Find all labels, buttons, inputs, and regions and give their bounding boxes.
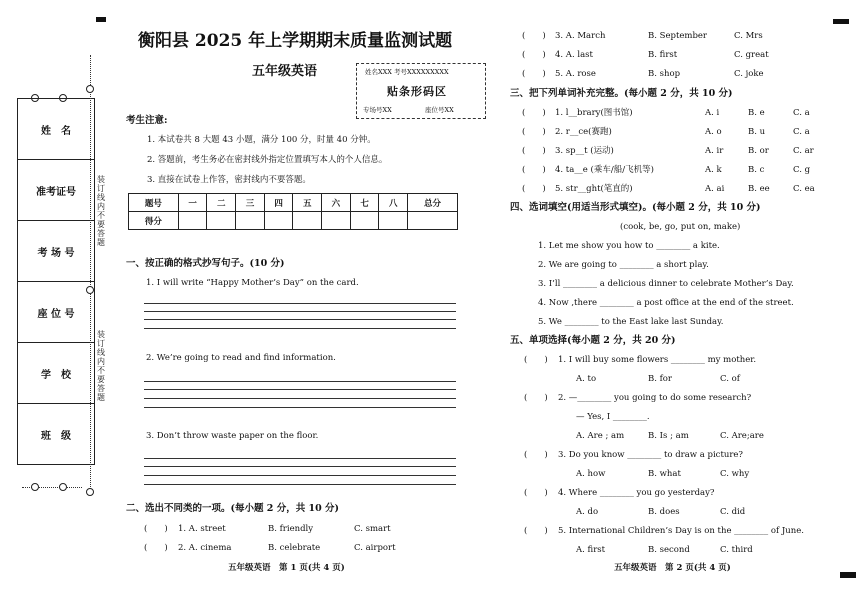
writing-line[interactable]	[144, 381, 456, 382]
writing-line[interactable]	[144, 475, 456, 476]
score-cell[interactable]	[236, 212, 265, 230]
section-3-title: 三、把下列单词补充完整。(每小题 2 分，共 10 分)	[510, 88, 733, 99]
option-a: A. to	[576, 374, 597, 384]
mc-question: 1. I will buy some flowers ________ my mother.	[558, 355, 757, 365]
option-b: B. September	[648, 31, 707, 41]
option-b: B. first	[648, 50, 678, 60]
option-b: B. u	[748, 127, 766, 137]
option-b: B. ee	[748, 184, 770, 194]
field-exam-number-label: 准考证号	[18, 160, 95, 221]
option-a: A. o	[705, 127, 722, 137]
seal-vertical-line	[90, 55, 91, 495]
option-c: C. ar	[793, 146, 814, 156]
score-header-cell: 五	[293, 194, 322, 212]
option-b: B. for	[648, 374, 672, 384]
seal-ring	[31, 483, 39, 491]
option-c: C. smart	[354, 524, 391, 534]
option-a: A. how	[576, 469, 606, 479]
option-c: C. did	[720, 507, 746, 517]
barcode-room-line: 专场号XX	[363, 106, 392, 114]
answer-paren[interactable]: ( )	[524, 488, 548, 498]
option-c: C. great	[734, 50, 769, 60]
copy-prompt: 1. I will write “Happy Mother’s Day” on the card.	[146, 278, 359, 288]
score-cell[interactable]	[379, 212, 408, 230]
student-info-table	[17, 98, 95, 465]
score-header-cell: 四	[264, 194, 293, 212]
writing-line[interactable]	[144, 303, 456, 304]
fill-question: 2. We are going to ________ a short play.	[538, 260, 709, 270]
writing-line[interactable]	[144, 319, 456, 320]
section-5-title: 五、单项选择(每小题 2 分，共 20 分)	[510, 335, 676, 346]
option-a: 4. A. last	[555, 50, 593, 60]
word-bank: (cook, be, go, put on, make)	[620, 222, 741, 232]
option-b: B. shop	[648, 69, 681, 79]
score-header-cell: 二	[207, 194, 236, 212]
score-cell[interactable]	[264, 212, 293, 230]
score-header-cell: 题号	[129, 194, 179, 212]
option-c: C. Are;are	[720, 431, 764, 441]
option-c: C. joke	[734, 69, 764, 79]
field-seat-label: 座 位 号	[18, 282, 95, 343]
answer-paren[interactable]: ( )	[522, 165, 546, 175]
answer-paren[interactable]: ( )	[522, 69, 546, 79]
score-header-cell: 一	[178, 194, 207, 212]
score-cell[interactable]	[207, 212, 236, 230]
answer-paren[interactable]: ( )	[524, 526, 548, 536]
option-a: 5. A. rose	[555, 69, 596, 79]
option-a: A. first	[576, 545, 606, 555]
note-line: 3. 直接在试卷上作答，密封线内不要答题。	[147, 175, 311, 185]
copy-prompt: 3. Don’t throw waste paper on the floor.	[146, 431, 319, 441]
mc-question: 5. International Children’s Day is on the ________ of June.	[558, 526, 804, 536]
option-b: B. Is ; am	[648, 431, 689, 441]
fill-question: 1. Let me show you how to ________ a kite.	[538, 241, 720, 251]
option-b: B. celebrate	[268, 543, 321, 553]
registration-mark	[96, 17, 106, 22]
note-line: 1. 本试卷共 8 大题 43 小题，满分 100 分，时量 40 分钟。	[147, 135, 376, 145]
score-cell[interactable]	[408, 212, 458, 230]
fill-question: 4. Now ,there ________ a post office at the end of the street.	[538, 298, 794, 308]
option-a: 3. A. March	[555, 31, 606, 41]
field-exam-room-label: 考 场 号	[18, 221, 95, 282]
seal-ring	[86, 85, 94, 93]
score-cell[interactable]	[178, 212, 207, 230]
option-a: A. ai	[705, 184, 725, 194]
field-class-label: 班 级	[18, 404, 95, 465]
option-b: B. c	[748, 165, 765, 175]
option-b: B. second	[648, 545, 690, 555]
option-a: A. ir	[705, 146, 724, 156]
option-c: C. of	[720, 374, 740, 384]
answer-paren[interactable]: ( )	[522, 50, 546, 60]
option-b: B. e	[748, 108, 765, 118]
option-b: B. does	[648, 507, 680, 517]
barcode-label: 贴条形码区	[387, 85, 447, 98]
option-b: B. friendly	[268, 524, 314, 534]
option-a: 2. A. cinema	[178, 543, 232, 553]
field-name-label: 姓 名	[18, 99, 95, 160]
registration-mark	[840, 572, 856, 578]
mc-question-reply: — Yes, I ________.	[576, 412, 650, 422]
question: 2. r__ce(赛跑)	[555, 127, 612, 137]
barcode-area	[356, 63, 486, 119]
writing-line[interactable]	[144, 328, 456, 329]
page-title: 衡阳县 2025 年上学期期末质量监测试题	[138, 31, 453, 51]
mc-question: 4. Where ________ you go yesterday?	[558, 488, 715, 498]
score-cell[interactable]	[350, 212, 379, 230]
seal-ring	[86, 488, 94, 496]
option-a: A. do	[576, 507, 599, 517]
copy-prompt: 2. We’re going to read and find information.	[146, 353, 336, 363]
seal-ring	[59, 483, 67, 491]
score-header-cell: 七	[350, 194, 379, 212]
score-row-label: 得分	[129, 212, 179, 230]
option-a: A. k	[705, 165, 722, 175]
barcode-info-line: 姓名XXX 考号XXXXXXXXX	[365, 68, 449, 76]
answer-paren[interactable]: ( )	[524, 393, 548, 403]
option-b: B. or	[748, 146, 769, 156]
answer-paren[interactable]: ( )	[522, 146, 546, 156]
page-subtitle: 五年级英语	[252, 64, 318, 79]
writing-line[interactable]	[144, 466, 456, 467]
writing-line[interactable]	[144, 407, 456, 408]
option-c: C. airport	[354, 543, 396, 553]
writing-line[interactable]	[144, 389, 456, 390]
mc-question: 2. —________ you going to do some research?	[558, 393, 752, 403]
score-table	[128, 193, 458, 230]
answer-paren[interactable]: ( )	[522, 127, 546, 137]
mc-question: 3. Do you know ________ to draw a picture?	[558, 450, 743, 460]
score-header-cell: 八	[379, 194, 408, 212]
question: 4. ta__e (乘车/船/飞机等)	[555, 165, 654, 175]
seal-ring	[86, 286, 94, 294]
answer-paren[interactable]: ( )	[522, 108, 546, 118]
field-school-label: 学 校	[18, 343, 95, 404]
barcode-seat-line: 座位号XX	[425, 106, 454, 114]
option-c: C. why	[720, 469, 750, 479]
question: 5. str__ght(笔直的)	[555, 184, 633, 194]
question: 3. sp__t (运动)	[555, 146, 614, 156]
option-c: C. third	[720, 545, 753, 555]
option-a: A. i	[705, 108, 720, 118]
answer-paren[interactable]: ( )	[522, 31, 546, 41]
score-header-cell: 三	[236, 194, 265, 212]
score-cell[interactable]	[322, 212, 351, 230]
writing-line[interactable]	[144, 311, 456, 312]
option-c: C. g	[793, 165, 811, 175]
fill-question: 3. I’ll ________ a delicious dinner to celebrate Mother’s Day.	[538, 279, 794, 289]
note-line: 2. 答题前，考生务必在密封线外指定位置填写本人的个人信息。	[147, 155, 388, 165]
option-c: C. ea	[793, 184, 815, 194]
fill-question: 5. We ________ to the East lake last Sunday.	[538, 317, 724, 327]
option-c: C. Mrs	[734, 31, 763, 41]
page-footer: 五年级英语 第 2 页(共 4 页)	[614, 563, 731, 573]
question: 1. l__brary(图书馆)	[555, 108, 633, 118]
score-cell[interactable]	[293, 212, 322, 230]
writing-line[interactable]	[144, 484, 456, 485]
answer-paren[interactable]: ( )	[144, 543, 168, 553]
page-footer: 五年级英语 第 1 页(共 4 页)	[228, 563, 345, 573]
registration-mark	[833, 19, 849, 24]
answer-paren[interactable]: ( )	[524, 355, 548, 365]
section-4-title: 四、选词填空(用适当形式填空)。(每小题 2 分，共 10 分)	[510, 202, 761, 213]
option-b: B. what	[648, 469, 681, 479]
answer-paren[interactable]: ( )	[522, 184, 546, 194]
option-c: C. a	[793, 108, 810, 118]
seal-warning-text: 装订线内不要答题	[97, 175, 105, 247]
score-header-cell: 总分	[408, 194, 458, 212]
writing-line[interactable]	[144, 458, 456, 459]
answer-paren[interactable]: ( )	[144, 524, 168, 534]
option-a: A. Are ; am	[576, 431, 625, 441]
score-header-cell: 六	[322, 194, 351, 212]
option-c: C. a	[793, 127, 810, 137]
section-1-title: 一、按正确的格式抄写句子。(10 分)	[126, 258, 285, 269]
seal-warning-text-2: 装订线内不要答题	[97, 330, 105, 402]
writing-line[interactable]	[144, 398, 456, 399]
section-2-title: 二、选出不同类的一项。(每小题 2 分，共 10 分)	[126, 503, 340, 514]
answer-paren[interactable]: ( )	[524, 450, 548, 460]
option-a: 1. A. street	[178, 524, 226, 534]
notes-title: 考生注意:	[126, 115, 168, 126]
